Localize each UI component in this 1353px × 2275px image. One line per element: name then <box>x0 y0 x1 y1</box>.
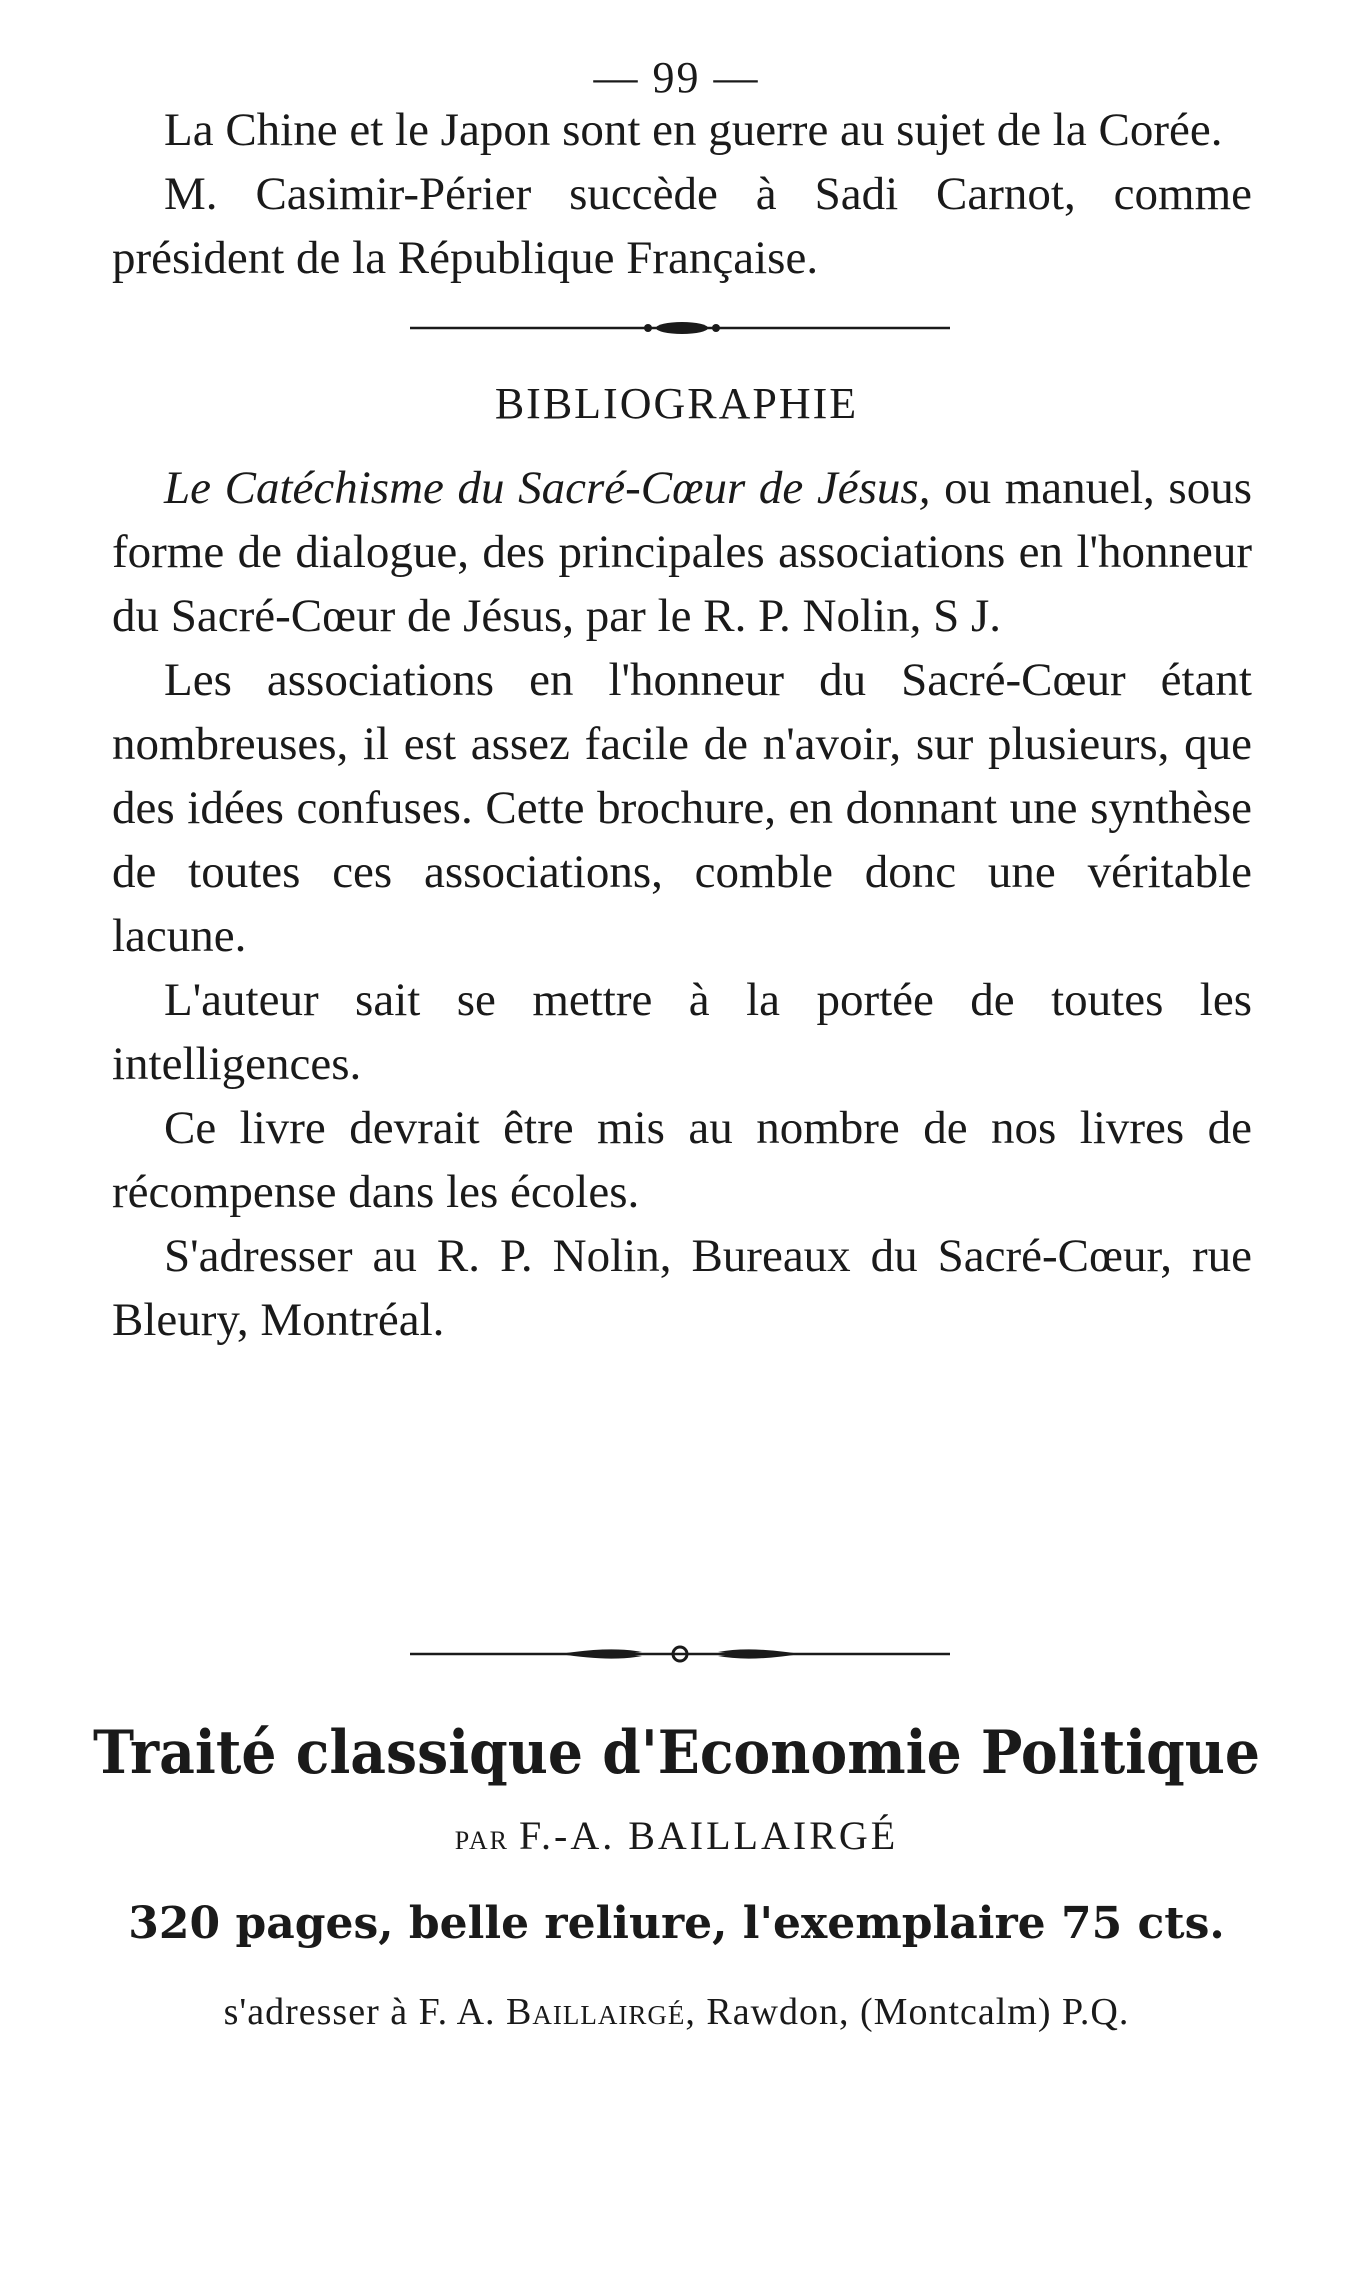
book-title: Le Catéchisme du Sacré-Cœur de Jésus, <box>164 462 931 514</box>
ornamental-divider <box>410 1642 950 1666</box>
page-number: — 99 — <box>593 53 760 102</box>
news-item-china-japan: La Chine et le Japon sont en guerre au sujet de la Corée. <box>164 104 1223 156</box>
entry-description: ou manuel, sous forme de dialogue, des principales associations en l'honneur du Sacré-Cœur de Jésus, par le R. P. Nolin, S J. <box>112 462 1252 642</box>
advert-author: F.-A. BAILLAIRGÉ <box>518 1813 899 1858</box>
advert-address <box>0 1990 1353 2034</box>
ornamental-divider <box>410 318 950 338</box>
bibliography-block <box>112 456 1252 1352</box>
review-paragraph: Ce livre devrait être mis au nombre de nos livres de récompense dans les écoles. <box>112 1102 1252 1218</box>
advert-price: 320 pages, belle reliure, l'exemplaire 75 cts. <box>128 1898 1225 1949</box>
by-prefix: PAR <box>454 1826 509 1855</box>
advert-byline <box>0 1812 1353 1859</box>
address-prefix: s'adresser à F. A. <box>223 1991 496 2033</box>
advert-title: Traité classique d'Economie Politique <box>92 1718 1261 1788</box>
section-heading: BIBLIOGRAPHIE <box>494 379 859 428</box>
address-name: Baillairgé, <box>506 1991 696 2033</box>
news-item-casimir-perier: M. Casimir-Périer succède à Sadi Carnot, comme président de la République Française. <box>112 168 1252 284</box>
review-paragraph: Les associations en l'honneur du Sacré-Cœur étant nombreuses, il est assez facile de n'avoir, sur plusieurs, que des idées confuses. Cette brochure, en donnant une synthèse de toutes ces associations, comble donc une véritable lacune. <box>112 654 1252 962</box>
bibliography-entry <box>112 456 1252 648</box>
address-rest: Rawdon, (Montcalm) P.Q. <box>706 1991 1130 2033</box>
contact-paragraph: S'adresser au R. P. Nolin, Bureaux du Sacré-Cœur, rue Bleury, Montréal. <box>112 1230 1252 1346</box>
news-block <box>112 98 1252 290</box>
review-paragraph: L'auteur sait se mettre à la portée de toutes les intelligences. <box>112 974 1252 1090</box>
